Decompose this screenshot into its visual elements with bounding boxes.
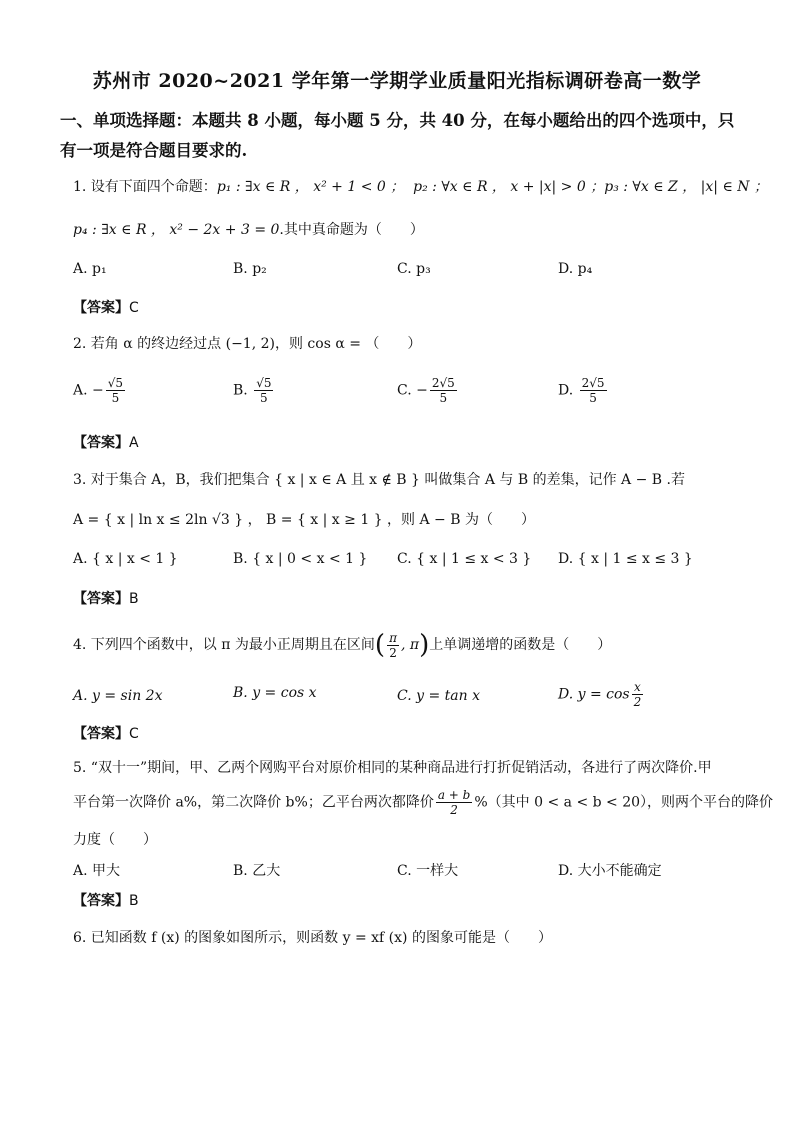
frac-numerator: 2√5 xyxy=(581,376,605,390)
q1-option-a: A. p₁ xyxy=(73,261,107,277)
section-heading: 一、单项选择题：本题共 8 小题，每小题 5 分，共 40 分，在每小题给出的四个选项中，只有一项是符合题目要求的. xyxy=(60,111,735,160)
left-paren: ( xyxy=(374,630,386,660)
q5-stem-b: %（其中 0 < a < b < 20），则两个平台的降价 xyxy=(474,794,774,811)
answer-tag: 【答案】 xyxy=(73,435,129,451)
q5-stem-line2 xyxy=(73,788,773,817)
frac-denominator: 5 xyxy=(439,391,448,405)
q2-option-c-sign: − xyxy=(416,382,428,399)
q2-option-b-label: B. xyxy=(233,382,248,399)
frac-denominator: 2 xyxy=(633,695,642,709)
frac-denominator: 5 xyxy=(260,391,268,405)
q2-stem: 2. 若角 α 的终边经过点 (−1, 2)，则 cos α = （ ） xyxy=(73,336,422,352)
q2-answer xyxy=(73,432,139,452)
q1-option-d: D. p₄ xyxy=(558,261,593,277)
q1-stem: 1. 设有下面四个命题： xyxy=(73,179,217,195)
q3-option-a: A. { x | x < 1 } xyxy=(73,551,178,567)
frac-numerator: 2√5 xyxy=(431,376,455,390)
q5-option-b: B. 乙大 xyxy=(233,863,281,879)
q4-option-d xyxy=(558,680,645,709)
q1-stem-tail: .其中真命题为（ ） xyxy=(279,222,424,238)
q3-answer-value: B xyxy=(129,591,139,607)
q2-option-d xyxy=(558,376,609,405)
q4-interval-frac xyxy=(387,631,399,660)
q4-option-d-frac xyxy=(632,680,644,709)
q1-p4: p₄ : ∃x ∈ R ， x² − 2x + 3 = 0 xyxy=(73,222,280,238)
q1-option-b: B. p₂ xyxy=(233,261,267,277)
q2-answer-value: A xyxy=(129,435,139,451)
q4-option-b: B. y = cos x xyxy=(233,685,317,701)
page-title: 苏州市 2020~2021 学年第一学期学业质量阳光指标调研卷高一数学 xyxy=(92,70,702,92)
answer-tag: 【答案】 xyxy=(73,726,129,742)
q1-option-c: C. p₃ xyxy=(397,261,431,277)
q3-stem-line2: A = { x | ln x ≤ 2ln √3 } ， B = { x | x ≥ 1 } ，则 A − B 为（ ） xyxy=(73,512,535,528)
q2-option-a xyxy=(73,376,127,405)
q1-answer xyxy=(73,297,139,317)
q1-p1: p₁ : ∃x ∈ R ， x² + 1 < 0 ； xyxy=(216,179,405,195)
q4-stem xyxy=(73,630,611,660)
q5-frac xyxy=(436,788,473,817)
q2-option-d-label: D. xyxy=(558,382,574,399)
right-paren: ) xyxy=(419,630,430,660)
q2-option-d-frac xyxy=(580,376,607,405)
q5-stem-line1: 5. “双十一”期间，甲、乙两个网购平台对原价相同的某种商品进行打折促销活动，各进行了两次降价.甲 xyxy=(73,760,712,776)
q5-stem-a: 平台第一次降价 a%，第二次降价 b%；乙平台两次都降价 xyxy=(73,794,434,811)
q2-option-c-label: C. xyxy=(397,382,412,399)
q4-answer xyxy=(73,723,139,743)
frac-numerator: π xyxy=(389,630,397,645)
q4-option-d-prefix: D. y = cos xyxy=(558,686,630,703)
frac-denominator: 2 xyxy=(450,803,458,817)
q3-option-b: B. { x | 0 < x < 1 } xyxy=(233,551,368,567)
q2-option-b-frac xyxy=(254,376,273,405)
q5-option-d: D. 大小不能确定 xyxy=(558,863,662,879)
q1-answer-value: C xyxy=(129,300,139,316)
q5-answer-value: B xyxy=(129,893,139,909)
q5-option-a: A. 甲大 xyxy=(73,863,121,879)
q2-option-c-frac xyxy=(430,376,457,405)
answer-tag: 【答案】 xyxy=(73,300,129,316)
q3-stem-line1: 3. 对于集合 A，B，我们把集合 { x | x ∈ A 且 x ∉ B } 叫做集合 A 与 B 的差集，记作 A − B .若 xyxy=(73,472,685,488)
q1-p2: p₂ : ∀x ∈ R ， x + |x| > 0 ； xyxy=(413,179,605,195)
frac-denominator: 5 xyxy=(111,391,120,405)
frac-numerator: √5 xyxy=(107,376,124,390)
q2-option-a-sign: − xyxy=(92,382,104,399)
q2-option-a-label: A. xyxy=(73,382,88,399)
q4-answer-value: C xyxy=(129,726,139,742)
q4-option-c: C. y = tan x xyxy=(397,688,480,704)
q4-option-a: A. y = sin 2x xyxy=(73,688,163,704)
frac-numerator: x xyxy=(634,680,641,694)
q2-option-a-frac xyxy=(106,376,125,405)
frac-denominator: 5 xyxy=(589,391,597,405)
answer-tag: 【答案】 xyxy=(73,893,129,909)
q2-option-c xyxy=(397,376,459,405)
q4-stem-tail: 上单调递增的函数是（ ） xyxy=(429,637,612,653)
frac-denominator: 2 xyxy=(389,645,397,660)
q1-p3: p₃ : ∀x ∈ Z ， |x| ∈ N ； xyxy=(604,179,768,195)
q5-option-c: C. 一样大 xyxy=(397,863,459,879)
q4-stem-head: 4. 下列四个函数中，以 π 为最小正周期且在区间 xyxy=(73,637,375,653)
answer-tag: 【答案】 xyxy=(73,591,129,607)
q6-stem: 6. 已知函数 f (x) 的图象如图所示，则函数 y = xf (x) 的图象可能是（ ） xyxy=(73,930,552,946)
q4-interval-tail: , π xyxy=(400,637,420,653)
q3-answer xyxy=(73,588,139,608)
frac-numerator: a + b xyxy=(437,788,471,802)
q2-option-b xyxy=(233,376,275,405)
q1-stem-line1 xyxy=(73,176,768,196)
frac-numerator: √5 xyxy=(256,376,272,390)
q3-option-c: C. { x | 1 ≤ x < 3 } xyxy=(397,551,532,567)
q5-answer xyxy=(73,890,139,910)
q3-option-d: D. { x | 1 ≤ x ≤ 3 } xyxy=(558,551,693,567)
q1-stem-line2 xyxy=(73,219,424,239)
q5-stem-line3: 力度（ ） xyxy=(73,832,157,848)
